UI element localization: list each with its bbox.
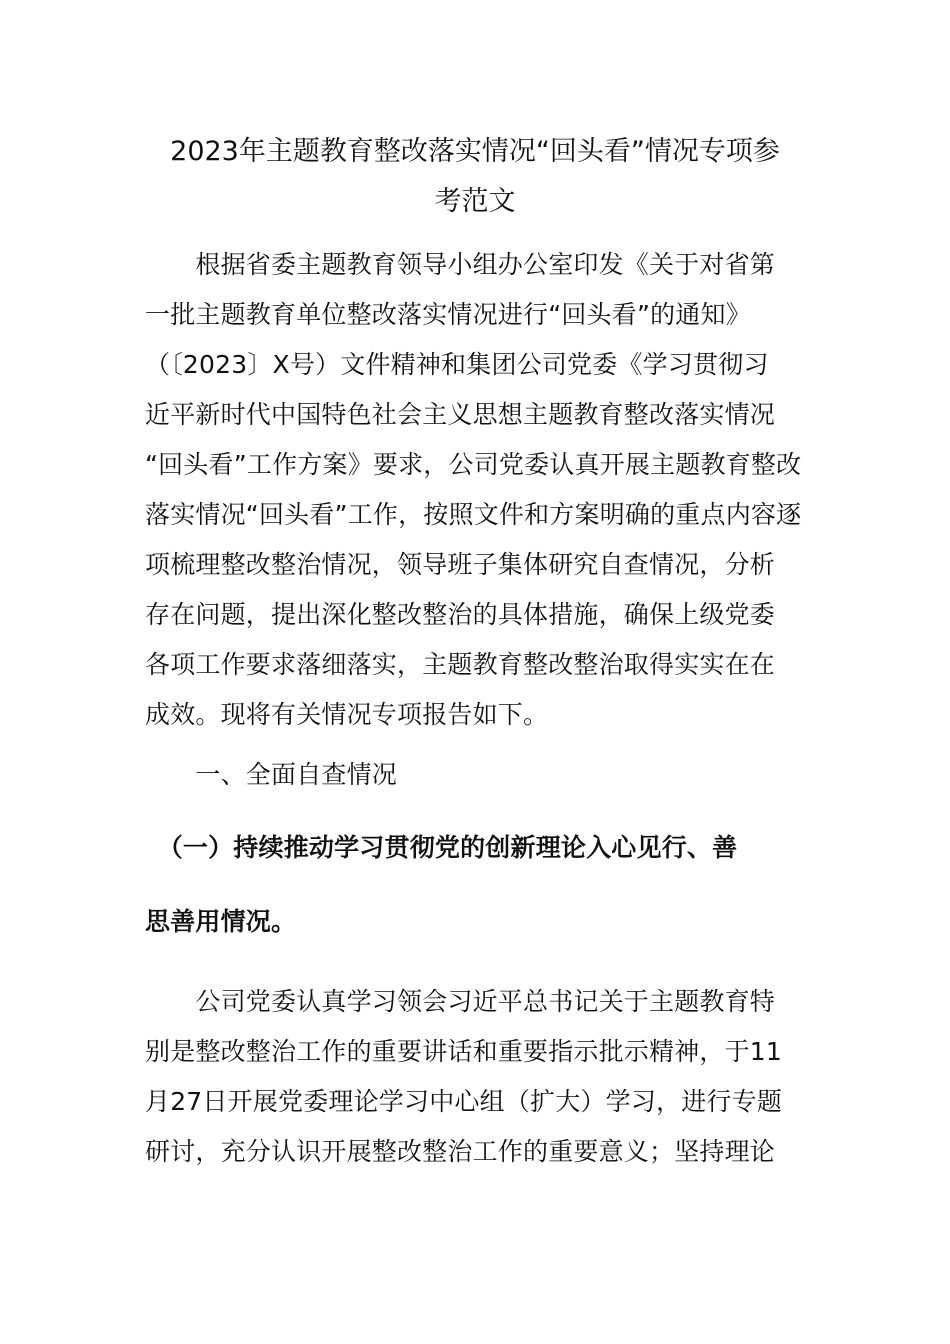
paragraph-line: “回头看”工作方案》要求，公司党委认真开展主题教育整改 bbox=[145, 450, 802, 479]
paragraph-line: 各项工作要求落细落实，主题教育整改整治取得实实在在 bbox=[145, 650, 776, 679]
paragraph-line: 别是整改整治工作的重要讲话和重要指示批示精神，于11 bbox=[145, 1037, 783, 1066]
paragraph-line: 一批主题教育单位整改落实情况进行“回头看”的通知》 bbox=[145, 300, 751, 329]
paragraph-line: 成效。现将有关情况专项报告如下。 bbox=[145, 700, 549, 729]
paragraph-line: 公司党委认真学习领会习近平总书记关于主题教育特 bbox=[145, 987, 776, 1016]
paragraph-line: 落实情况“回头看”工作，按照文件和方案明确的重点内容逐 bbox=[145, 500, 802, 529]
subsection-heading-line-1: （一）持续推动学习贯彻党的创新理论入心见行、善 bbox=[145, 833, 738, 862]
paragraph-line: 研讨，充分认识开展整改整治工作的重要意义；坚持理论 bbox=[145, 1137, 776, 1166]
document-title-line-2: 考范文 bbox=[434, 186, 516, 217]
paragraph-line: （〔2023〕X号）文件精神和集团公司党委《学习贯彻习 bbox=[145, 350, 769, 379]
paragraph-line: 项梳理整改整治情况，领导班子集体研究自查情况，分析 bbox=[145, 550, 776, 579]
section-heading: 一、全面自查情况 bbox=[145, 760, 398, 789]
paragraph-line: 月27日开展党委理论学习中心组（扩大）学习，进行专题 bbox=[145, 1087, 783, 1116]
document-title-line-1: 2023年主题教育整改落实情况“回头看”情况专项参 bbox=[170, 136, 780, 167]
paragraph-line: 近平新时代中国特色社会主义思想主题教育整改落实情况 bbox=[145, 400, 776, 429]
subsection-heading-line-2: 思善用情况。 bbox=[145, 907, 297, 936]
paragraph-line: 存在问题，提出深化整改整治的具体措施，确保上级党委 bbox=[145, 600, 776, 629]
paragraph-line: 根据省委主题教育领导小组办公室印发《关于对省第 bbox=[145, 250, 776, 279]
